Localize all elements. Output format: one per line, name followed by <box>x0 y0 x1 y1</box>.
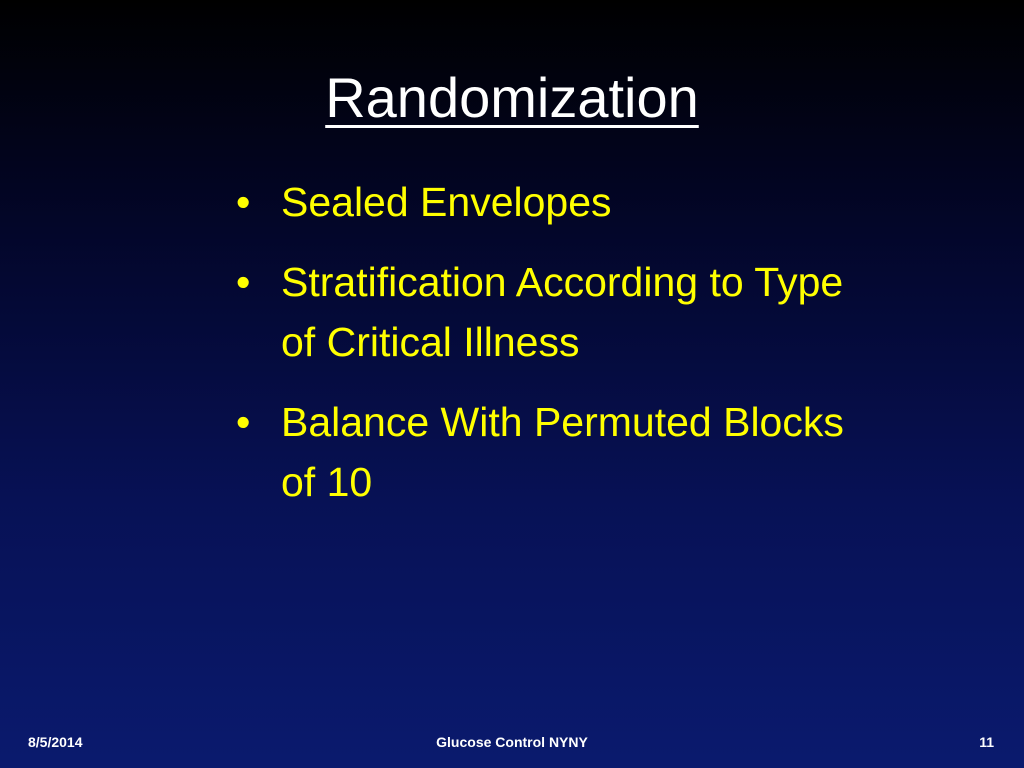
page-number: 11 <box>979 734 994 750</box>
bullet-text: Stratification According to Type of Critical Illness <box>281 259 844 365</box>
slide-title-text: Randomization <box>325 66 699 129</box>
bullet-item <box>236 252 876 372</box>
bullet-text: Sealed Envelopes <box>281 179 612 225</box>
bullet-list <box>236 172 876 532</box>
bullet-marker: • <box>236 179 251 225</box>
footer-title: Glucose Control NYNY <box>436 734 588 750</box>
footer-date: 8/5/2014 <box>28 734 83 750</box>
bullet-item <box>236 172 876 232</box>
slide-title <box>0 62 1024 134</box>
bullet-text: Balance With Permuted Blocks of 10 <box>281 399 844 505</box>
bullet-marker: • <box>236 259 251 305</box>
bullet-marker: • <box>236 399 251 445</box>
bullet-item <box>236 392 876 512</box>
